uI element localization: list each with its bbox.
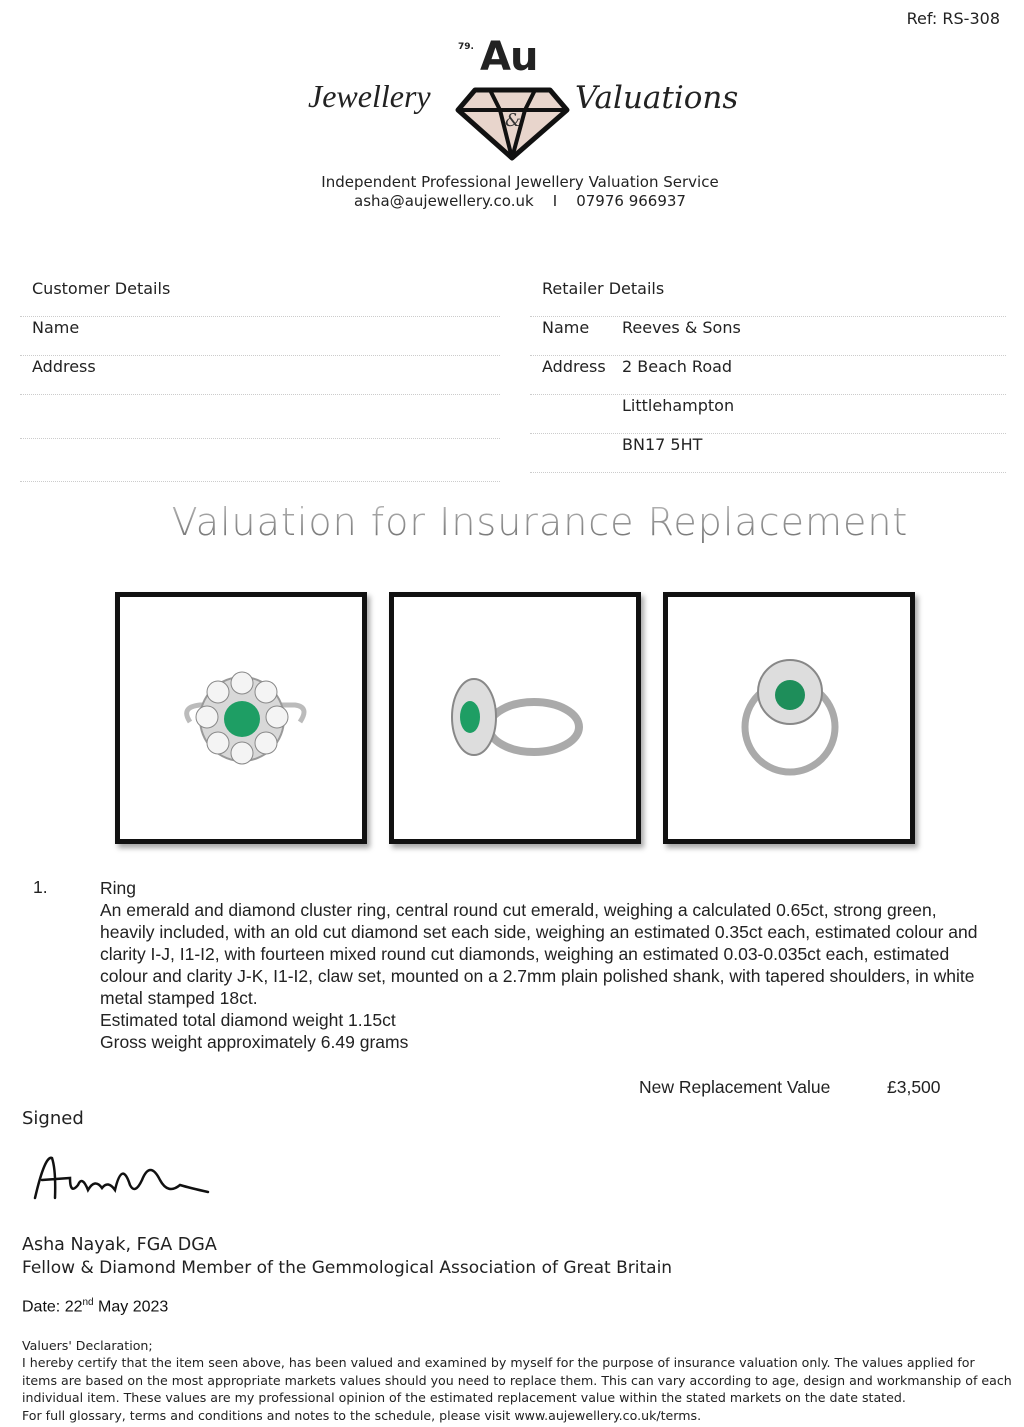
declaration-heading: Valuers' Declaration; (22, 1338, 153, 1353)
replacement-value-label: New Replacement Value (639, 1077, 831, 1097)
valuers-declaration (22, 1337, 1012, 1424)
item-diamond-weight: Estimated total diamond weight 1.15ct (100, 1010, 396, 1030)
date-rest: May 2023 (93, 1298, 169, 1316)
document-title: Valuation for Insurance Replacement (0, 500, 1024, 544)
divider (530, 316, 1006, 317)
divider (530, 355, 1006, 356)
logo-ampersand: & (505, 110, 522, 131)
declaration-text: I hereby certify that the item seen above, has been valued and examined by myself for the purpose of insurance valuation only. The values applied for items are based on the most appropriate markets values should you need to replace them. This can vary according to age, design and workmanship of each individual item. These values are my professional opinion of the estimated replacement value within the stated markets on the date stated. (22, 1355, 1012, 1406)
divider (20, 316, 500, 317)
divider (530, 394, 1006, 395)
ring-photo-back (663, 592, 915, 844)
divider (20, 394, 500, 395)
ring-photo-side (389, 592, 641, 844)
divider (20, 355, 500, 356)
divider (20, 438, 500, 439)
customer-address-label: Address (32, 357, 96, 376)
signature (30, 1150, 215, 1205)
diamond-icon (455, 86, 570, 161)
contact-info: asha@aujewellery.co.uk I 07976 966937 (354, 192, 686, 210)
item-description: An emerald and diamond cluster ring, central round cut emerald, weighing a calculated 0.65ct, strong green, heavily included, with an old cut diamond set each side, weighing an estimated 0.35ct each, estimated colour and clarity I-J, I1-I2, with fourteen mixed round cut diamonds, weighing an estimated 0.03-0.035ct each, estimated colour and clarity J-K, I1-I2, claw set, mounted on a 2.7mm plain polished shank, with tapered shoulders, in white metal stamped 18ct. (100, 900, 978, 1008)
date-prefix: Date: 22 (22, 1298, 83, 1316)
ring-photo-front (115, 592, 367, 844)
retailer-address-line: 2 Beach Road (622, 357, 733, 376)
valuer-name: Asha Nayak, FGA DGA (22, 1235, 217, 1255)
item-type: Ring (100, 878, 136, 898)
retailer-address-line: BN17 5HT (622, 435, 703, 454)
customer-details-heading: Customer Details (32, 279, 171, 298)
logo-element-number: 79. (458, 42, 474, 52)
replacement-value: £3,500 (887, 1077, 941, 1097)
reference-number: Ref: RS-308 (906, 9, 1000, 28)
logo-right-word: Valuations (575, 80, 739, 116)
divider (20, 481, 500, 482)
divider (530, 472, 1006, 473)
valuer-title: Fellow & Diamond Member of the Gemmological Association of Great Britain (22, 1258, 673, 1278)
date-suffix: nd (82, 1297, 94, 1308)
declaration-terms: For full glossary, terms and conditions and notes to the schedule, please visit www.aujewellery.co.uk/terms. (22, 1407, 702, 1423)
item-gross-weight: Gross weight approximately 6.49 grams (100, 1032, 409, 1052)
customer-name-label: Name (32, 318, 80, 337)
logo-symbol: Au (480, 34, 538, 80)
retailer-details-heading: Retailer Details (542, 279, 665, 298)
item-number: 1. (33, 877, 48, 897)
retailer-address-label: Address (542, 357, 606, 376)
signed-label: Signed (22, 1108, 84, 1129)
logo-left-word: Jewellery (308, 78, 431, 114)
retailer-name: Reeves & Sons (622, 318, 741, 337)
retailer-address-line: Littlehampton (622, 396, 735, 415)
logo (300, 34, 740, 163)
retailer-name-label: Name (542, 318, 590, 337)
divider (530, 433, 1006, 434)
item-details (100, 877, 990, 1053)
valuation-date (22, 1297, 168, 1316)
tagline: Independent Professional Jewellery Valuation Service (321, 173, 719, 191)
